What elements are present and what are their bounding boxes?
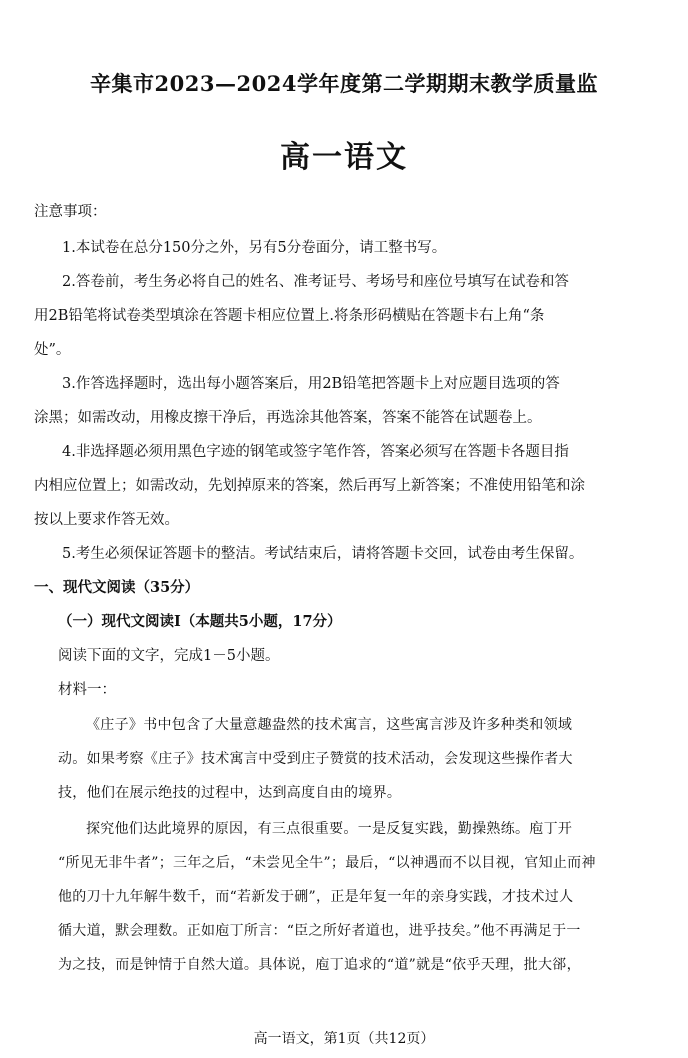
material-line: 动。如果考察《庄子》技术寓言中受到庄子赞赏的技术活动，会发现这些操作者大 (58, 751, 573, 767)
notice-line: 按以上要求作答无效。 (34, 512, 179, 528)
notice-line: 1.本试卷在总分150分之外，另有5分卷面分，请工整书写。 (62, 240, 447, 256)
notice-line: 处”。 (34, 342, 71, 358)
material-line: 技，他们在展示绝技的过程中，达到高度自由的境界。 (58, 785, 402, 801)
material-line: 为之技，而是钟情于自然大道。具体说，庖丁追求的“道”就是“依乎天理，批大郤， (58, 957, 581, 973)
exam-subject: 高一语文 (280, 140, 408, 175)
notice-line: 4.非选择题必须用黑色字迹的钢笔或签字笔作答，答案必须写在答题卡各题目指 (62, 444, 569, 460)
material-line: 《庄子》书中包含了大量意趣盎然的技术寓言，这些寓言涉及许多种类和领域 (86, 717, 573, 733)
material-line: 探究他们达此境界的原因，有三点很重要。一是反复实践，勤操熟练。庖丁开 (86, 821, 573, 837)
notice-line: 内相应位置上；如需改动，先划掉原来的答案，然后再写上新答案；不准使用铅笔和涂 (34, 478, 585, 494)
page-footer: 高一语文，第1页（共12页） (253, 1031, 435, 1047)
exam-title: 辛集市2023—2024学年度第二学期期末教学质量监 (90, 71, 598, 96)
notice-line: 2.答卷前，考生务必将自己的姓名、准考证号、考场号和座位号填写在试卷和答 (62, 274, 569, 290)
notice-line: 用2B铅笔将试卷类型填涂在答题卡相应位置上.将条形码横贴在答题卡右上角“条 (34, 308, 545, 324)
section-heading: 一、现代文阅读（35分） (34, 579, 200, 596)
subsection-heading: （一）现代文阅读Ⅰ（本题共5小题，17分） (58, 613, 342, 630)
notice-line: 3.作答选择题时，选出每小题答案后，用2B铅笔把答题卡上对应题目选项的答 (62, 376, 560, 392)
material-line: “所见无非牛者”；三年之后，“未尝见全牛”；最后，“以神遇而不以目视，官知止而神 (58, 855, 596, 871)
notice-line: 涂黑；如需改动，用橡皮擦干净后，再选涂其他答案，答案不能答在试题卷上。 (34, 410, 542, 426)
notice-line: 5.考生必须保证答题卡的整洁。考试结束后，请将答题卡交回，试卷由考生保留。 (62, 546, 584, 562)
reading-instruction: 阅读下面的文字，完成1－5小题。 (58, 648, 280, 664)
material-label: 材料一： (58, 682, 116, 698)
material-line: 循大道，默会理数。正如庖丁所言：“臣之所好者道也，进乎技矣。”他不再满足于一 (58, 923, 581, 939)
notice-heading: 注意事项： (34, 204, 107, 220)
material-line: 他的刀十九年解牛数千，而“若新发于硎”，正是年复一年的亲身实践，才技术过人 (58, 889, 574, 905)
